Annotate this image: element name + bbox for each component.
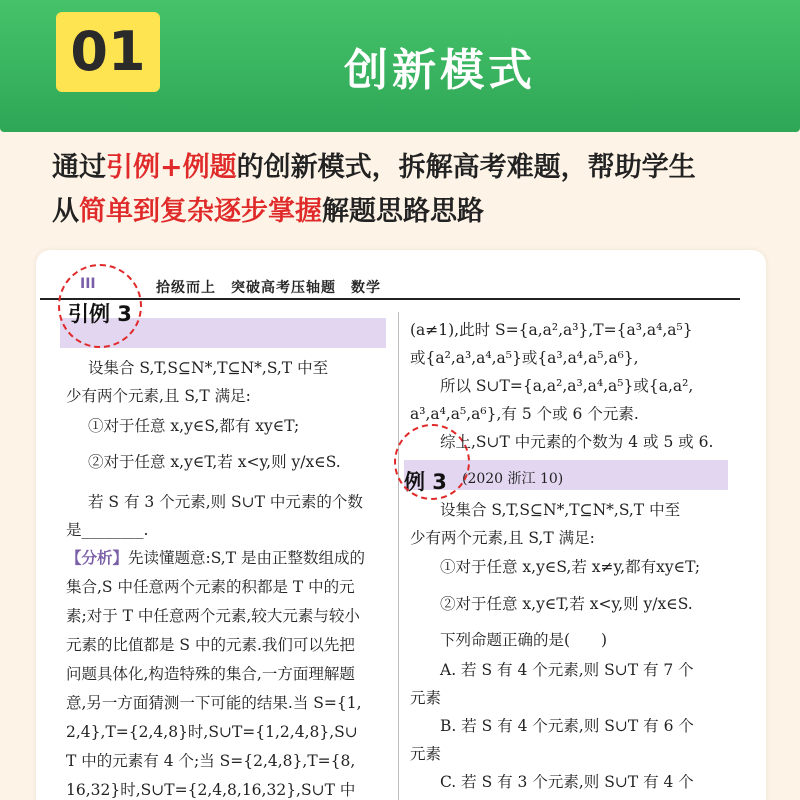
intro-line-1 xyxy=(52,146,696,190)
column-divider xyxy=(398,312,399,800)
option-a: A. 若 S 有 4 个元素,则 S∪T 有 7 个 xyxy=(440,661,694,679)
problem-line: ①对于任意 x,y∈S,都有 xy∈T; xyxy=(88,417,300,435)
page-title: 创新模式 xyxy=(344,45,536,96)
intro-text: 解题思路思路 xyxy=(322,196,484,227)
problem-line: 少有两个元素,且 S,T 满足: xyxy=(66,387,251,405)
analysis-line xyxy=(66,546,365,568)
analysis-line: 意,另一方面猜测一下可能的结果.当 S={1, xyxy=(66,694,362,712)
option-b-cont: 元素 xyxy=(410,745,442,763)
option-a-cont: 元素 xyxy=(410,689,442,707)
option-c: C. 若 S 有 3 个元素,则 S∪T 有 4 个 xyxy=(440,773,694,791)
analysis-text: 先读懂题意:S,T 是由正整数组成的 xyxy=(128,549,365,567)
solution-line: 综上,S∪T 中元素的个数为 4 或 5 或 6. xyxy=(440,433,714,451)
page-header-rule xyxy=(40,278,740,300)
intro-text: 从 xyxy=(52,196,79,227)
page-header-text: 拾级而上 突破高考压轴题 数学 xyxy=(156,280,381,296)
problem-line: 少有两个元素,且 S,T 满足: xyxy=(410,529,595,547)
problem-line: 是________. xyxy=(66,521,149,539)
intro-example-label: 引例 3 xyxy=(68,302,132,326)
intro-highlight: 简单到复杂逐步掌握 xyxy=(79,196,322,227)
analysis-tag: 【分析】 xyxy=(66,548,129,567)
intro-line-2 xyxy=(52,190,484,234)
intro-highlight: 引例+例题 xyxy=(106,152,237,183)
analysis-line: 元素的比值都是 S 中的元素.我们可以先把 xyxy=(66,636,355,654)
analysis-line: T 中的元素有 4 个;当 S={2,4,8},T={8, xyxy=(66,752,356,770)
analysis-line: 素;对于 T 中任意两个元素,较大元素与较小 xyxy=(66,607,360,625)
problem-line: ①对于任意 x,y∈S,若 x≠y,都有xy∈T; xyxy=(440,558,701,576)
analysis-line: 集合,S 中任意两个元素的积都是 T 中的元 xyxy=(66,578,355,596)
solution-line: a³,a⁴,a⁵,a⁶},有 5 个或 6 个元素. xyxy=(410,405,639,423)
example-label: 例 3 xyxy=(404,470,447,494)
analysis-line: 16,32}时,S∪T={2,4,8,16,32},S∪T 中 xyxy=(66,781,356,799)
solution-line: (a≠1),此时 S={a,a²,a³},T={a³,a⁴,a⁵} xyxy=(410,321,693,339)
intro-text: 的创新模式，拆解高考难题，帮助学生 xyxy=(236,152,696,183)
solution-line: 或{a²,a³,a⁴,a⁵}或{a³,a⁴,a⁵,a⁶}, xyxy=(410,349,639,367)
badge-number: 01 xyxy=(70,20,146,83)
problem-line: 若 S 有 3 个元素,则 S∪T 中元素的个数 xyxy=(88,493,363,511)
intro-text: 通过 xyxy=(52,152,106,183)
problem-line: 设集合 S,T,S⊆N*,T⊆N*,S,T 中至 xyxy=(440,501,681,519)
option-b: B. 若 S 有 4 个元素,则 S∪T 有 6 个 xyxy=(440,717,694,735)
analysis-line: 问题具体化,构造特殊的集合,一方面理解题 xyxy=(66,665,355,683)
analysis-line: 2,4},T={2,4,8}时,S∪T={1,2,4,8},S∪ xyxy=(66,723,358,741)
question-stem: 下列命题正确的是( ) xyxy=(440,631,608,649)
page-header-mark: III xyxy=(80,276,96,292)
problem-line: ②对于任意 x,y∈T,若 x<y,则 y/x∈S. xyxy=(88,453,341,471)
example-source: (2020 浙江 10) xyxy=(462,471,564,487)
dashed-circle-highlight xyxy=(58,264,142,348)
solution-line: 所以 S∪T={a,a²,a³,a⁴,a⁵}或{a,a², xyxy=(440,377,694,395)
problem-line: 设集合 S,T,S⊆N*,T⊆N*,S,T 中至 xyxy=(88,359,329,377)
problem-line: ②对于任意 x,y∈T,若 x<y,则 y/x∈S. xyxy=(440,595,693,613)
